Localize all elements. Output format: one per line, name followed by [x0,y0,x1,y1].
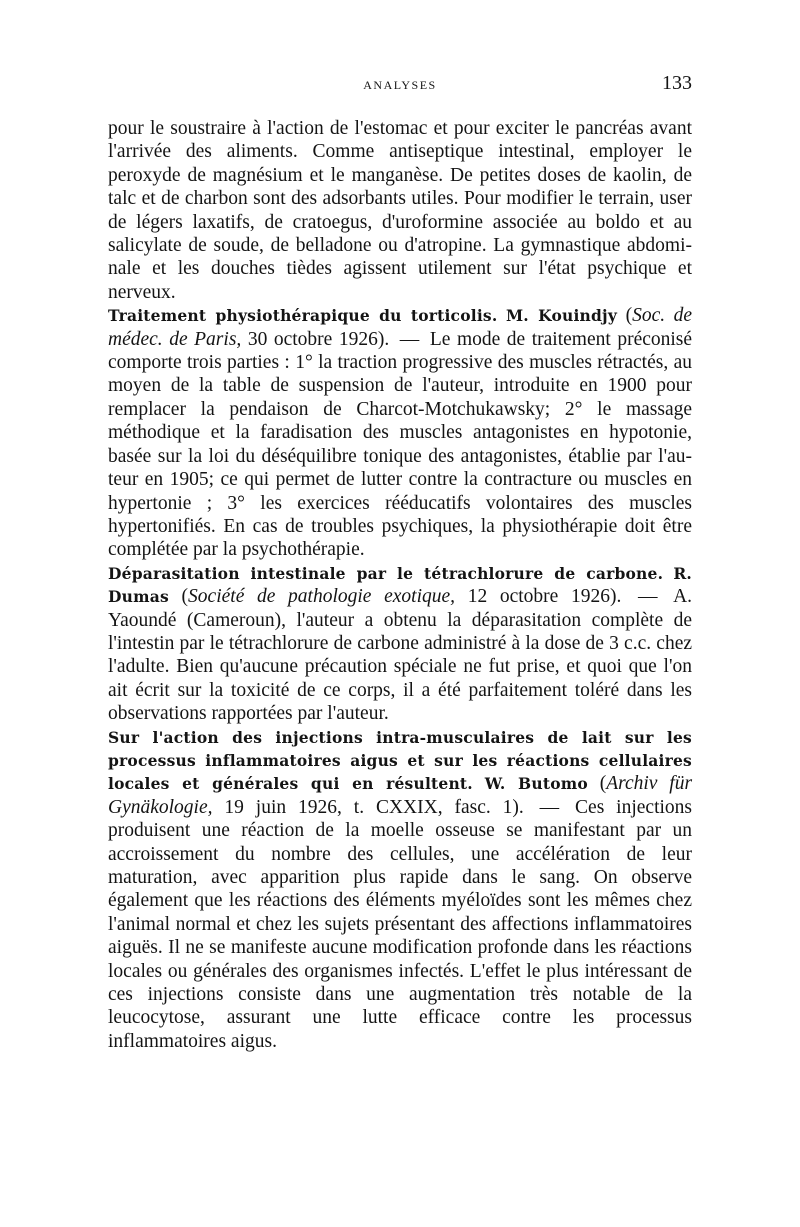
abstract-3 [108,726,692,1054]
abstract-2-author: R. Dumas [108,563,692,607]
abstract-2-date: 12 octobre 1926). [467,586,622,608]
abstract-3-body: Ces injections produisent une réaction de la moelle osseuse se manifestant par un accroissement du nombre des cellules, une accélération de leur maturation, avec apparition plus rapide dans le sang. On observe également que les réactions des éléments myéloïdes sont les mêmes chez l'animal normal et chez les sujets présentant des affections inflammatoires aiguës. Il ne se manifeste aucune modification profonde dans les réactions locales ou générales des organismes infectés. L'effet le plus intéressant de ces injections consiste dans une augmentation très notable de la leucocytose, assurant une lutte efficace contre les processus inflammatoires aigus. [108,796,693,1052]
abstract-3-source: Archiv für Gynäkologie, [108,773,693,818]
abstract-1-date: 30 octobre 1926). [247,328,390,350]
abstract-2-dash: — [637,586,658,608]
abstract-2-source: Société de pathologie exotique, [188,586,456,608]
abstract-1-body: Le mode de traitement préconisé comporte trois parties : 1° la traction progressive des muscles rétractés, au moyen de la table de suspension de l'auteur, introduite en 1900 pour remplacer la pendaison de Charcot-Motchukawsky; 2° le massage méthodique et la faradisation des muscles antagonistes en hypotonie, basée sur la loi du déséquilibre tonique des antagonistes, établie par l'auteur en 1905; ce qui permet de lutter contre la contracture ou muscles en hypertonie ; 3° les exercices rééducatifs volontaires des muscles hypertonifiés. En cas de troubles psychiques, la physiothérapie doit être complétée par la psychothérapie. [108,328,693,561]
abstract-1 [108,304,692,561]
page-number: 133 [662,72,692,94]
abstract-3-title: Sur l'action des injections intra-musculaires de lait sur les processus inflammatoires aigus et sur les réactions cellulaires locales et générales qui en résultent. [108,727,692,794]
running-head [108,70,692,100]
abstract-2 [108,562,692,726]
body-text [108,117,692,1053]
abstract-2-source-open: ( [181,586,189,608]
abstract-1-source-open: ( [625,305,633,327]
abstract-1-title: Traitement physiothérapique du torticolis. [108,306,498,326]
abstract-3-dash: — [539,796,560,818]
abstract-2-title: Déparasitation intestinale par le tétrachlorure de carbone. [108,563,664,583]
abstract-2-body: A. Yaoundé (Cameroun), l'auteur a obtenu la déparasitation complète de l'intestin par le tétrachlorure de carbone administré à la dose de 3 c.c. chez l'adulte. Bien qu'aucune précaution spéciale ne fut prise, et quoi que l'on ait écrit sur la toxicité de ce corps, il a été parfaitement toléré dans les observations rapportées par l'auteur. [108,586,693,725]
abstract-3-date: 19 juin 1926, t. CXXIX, fasc. 1). [224,796,524,818]
running-title: ANALYSES [363,78,437,92]
abstract-3-author: W. Butomo [484,774,588,794]
abstract-1-dash: — [399,328,420,350]
intro-paragraph: pour le soustraire à l'action de l'estomac et pour exciter le pancréas avant l'arrivée des aliments. Comme antiseptique intestinal, employer le peroxyde de magnésium et le manganèse. De petites doses de kaolin, de talc et de charbon sont des adsorbants utiles. Pour modifier le terrain, user de légers laxatifs, de cratoegus, d'uroformine associée au boldo et au salicylate de soude, de belladone ou d'atropine. La gymnastique abdominale et les douches tièdes agissent utilement sur l'état psychique et nerveux. [108,118,692,303]
abstract-3-source-open: ( [599,773,607,795]
abstract-1-author: M. Kouindjy [505,306,618,326]
abstract-1-source: Soc. de médec. de Paris, [108,305,692,350]
